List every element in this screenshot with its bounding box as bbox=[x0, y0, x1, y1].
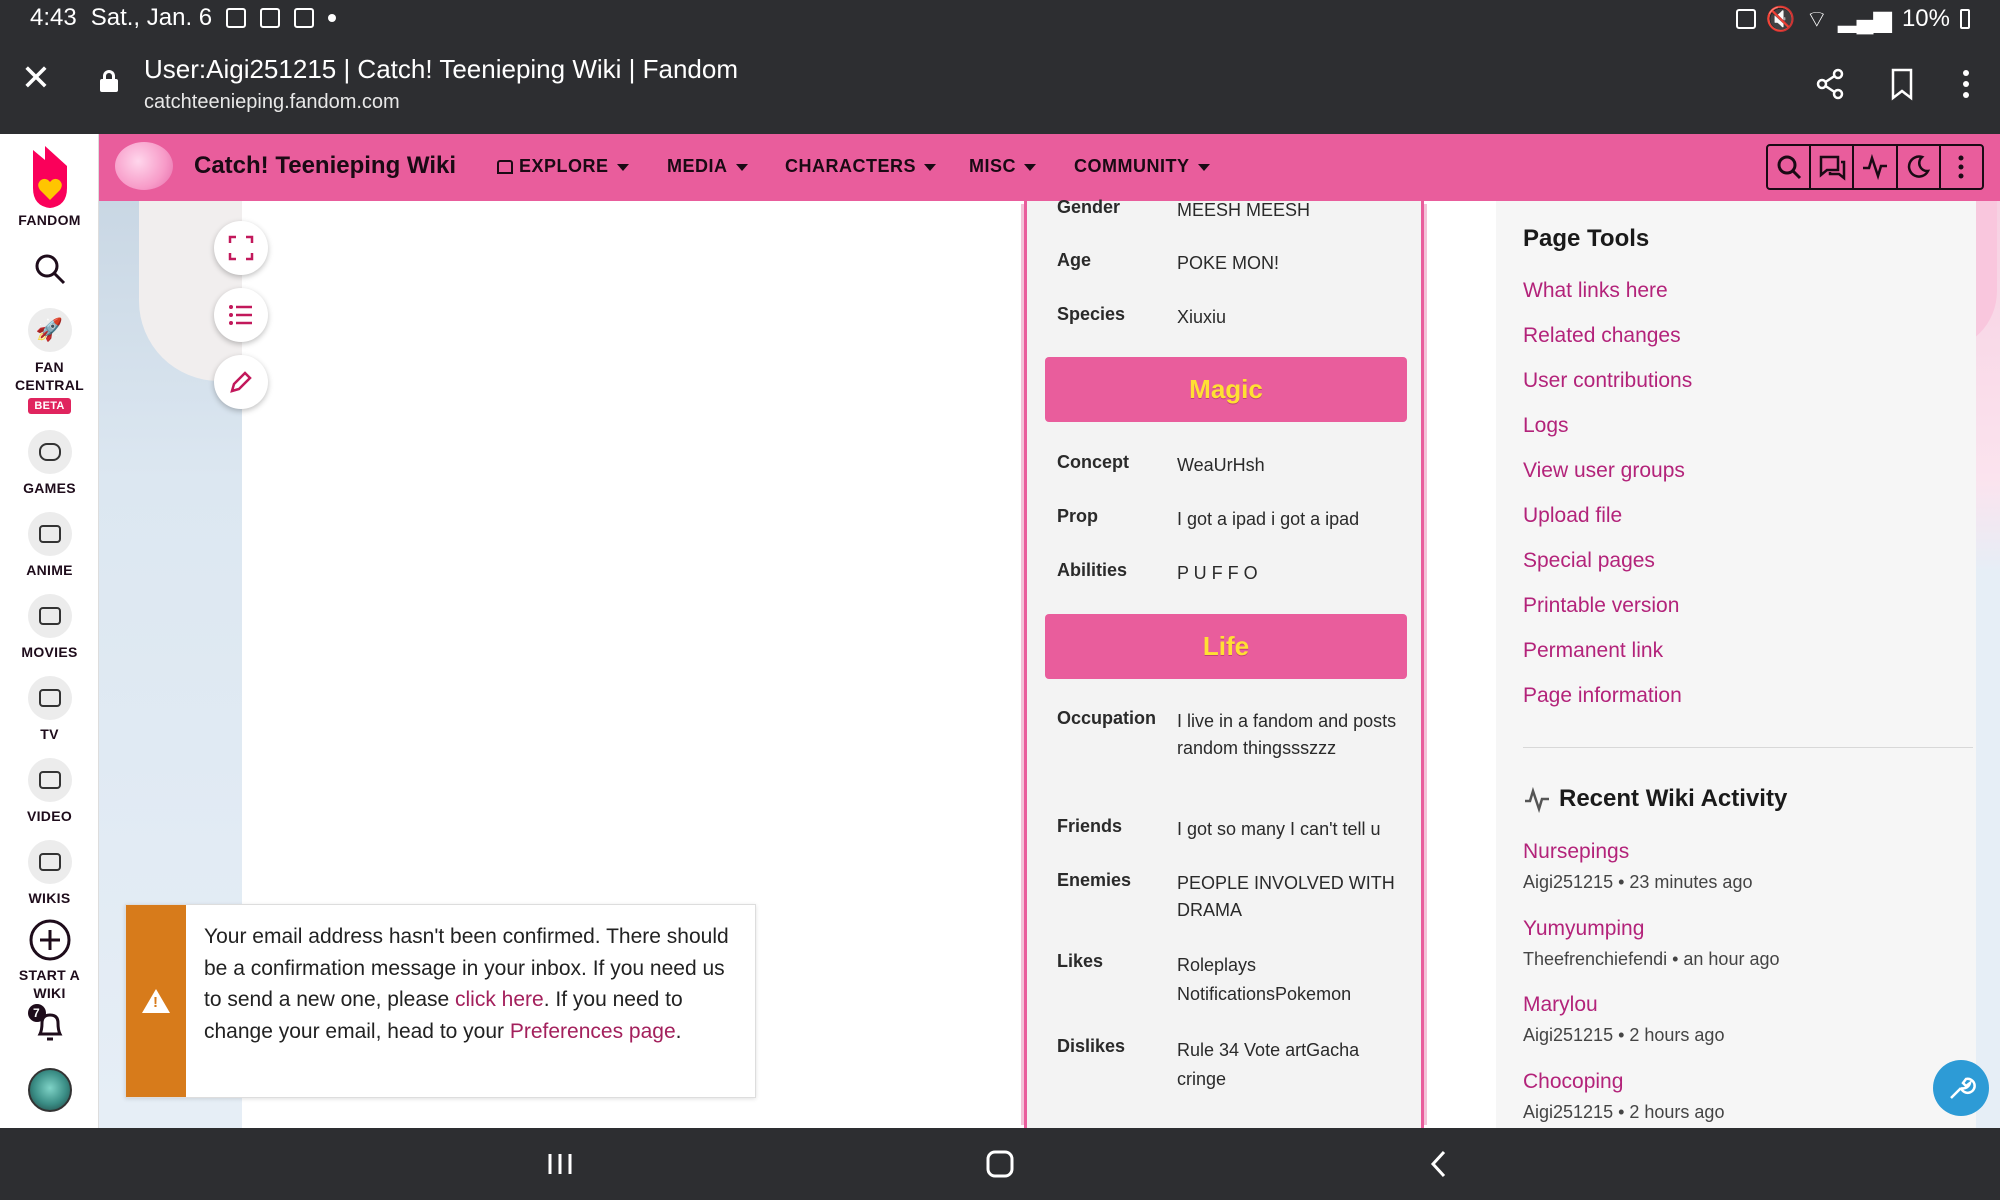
infobox-value: MEESH MEESH bbox=[1177, 200, 1311, 220]
infobox-value: POKE MON! bbox=[1177, 253, 1280, 273]
infobox-label: Gender bbox=[1057, 197, 1121, 217]
activity-icon bbox=[1523, 787, 1551, 811]
list-icon bbox=[228, 302, 254, 328]
click-here-link[interactable]: click here bbox=[455, 988, 544, 1011]
close-tab-icon[interactable]: ✕ bbox=[20, 57, 52, 98]
nav-explore-label: EXPLORE bbox=[519, 156, 609, 176]
fandom-global-rail bbox=[0, 134, 99, 1128]
status-time: 4:43 bbox=[30, 4, 77, 31]
nav-media-label: MEDIA bbox=[667, 156, 728, 176]
wikis-link[interactable] bbox=[0, 840, 99, 906]
nav-misc[interactable] bbox=[969, 156, 1036, 177]
fandom-label: FANDOM bbox=[18, 212, 81, 228]
start-a-wiki-label: START A WIKI bbox=[18, 967, 81, 1001]
infobox-label: Dislikes bbox=[1057, 1036, 1126, 1056]
anime-label: ANIME bbox=[26, 562, 73, 578]
nav-misc-label: MISC bbox=[969, 156, 1016, 176]
link-permanent-link[interactable]: Permanent link bbox=[1523, 639, 1664, 662]
share-icon[interactable] bbox=[1812, 66, 1848, 102]
recent-apps-icon[interactable] bbox=[542, 1146, 578, 1182]
overflow-menu-icon[interactable] bbox=[1948, 66, 1984, 102]
clipboard-notification-icon bbox=[260, 8, 280, 28]
edit-button[interactable] bbox=[214, 355, 268, 409]
page-tools-title: Page Tools bbox=[1523, 225, 1650, 252]
gamepad-icon bbox=[39, 443, 61, 461]
rail-divider bbox=[1523, 747, 1973, 748]
header-tools bbox=[1766, 144, 1984, 190]
moon-icon bbox=[1905, 154, 1931, 180]
browser-page-title: User:Aigi251215 | Catch! Teenieping Wiki | Fandom bbox=[144, 54, 739, 84]
link-related-changes[interactable]: Related changes bbox=[1523, 324, 1681, 347]
status-bar bbox=[0, 0, 2000, 36]
infobox-value: Xiuxiu bbox=[1177, 307, 1227, 327]
activity-meta: Aigi251215 • 23 minutes ago bbox=[1523, 872, 1753, 892]
chevron-down-icon bbox=[617, 164, 629, 171]
infobox-label: Friends bbox=[1057, 816, 1123, 836]
discussions-icon bbox=[1818, 154, 1846, 180]
notification-count-badge: 7 bbox=[28, 1004, 46, 1022]
activity-meta: Aigi251215 • 2 hours ago bbox=[1523, 1102, 1725, 1122]
banner-warning-stripe bbox=[126, 905, 186, 1097]
nav-explore[interactable] bbox=[497, 156, 629, 177]
tv-link[interactable] bbox=[0, 676, 99, 742]
nav-characters[interactable] bbox=[785, 156, 936, 177]
infobox-value: I got a ipad i got a ipad bbox=[1177, 509, 1360, 529]
infobox-row-gender bbox=[1057, 197, 1417, 221]
plus-circle-icon bbox=[28, 918, 72, 962]
battery-icon bbox=[1960, 9, 1970, 29]
chevron-down-icon bbox=[736, 164, 748, 171]
lock-icon bbox=[100, 70, 118, 92]
search-icon bbox=[33, 252, 67, 286]
camera-notification-icon bbox=[294, 8, 314, 28]
start-a-wiki-link[interactable] bbox=[0, 918, 99, 1001]
more-notifications-icon bbox=[328, 14, 336, 22]
nav-community-label: COMMUNITY bbox=[1074, 156, 1190, 176]
wiki-search-button[interactable] bbox=[1768, 146, 1811, 188]
recent-wiki-activity-title bbox=[1523, 785, 1787, 813]
wiki-header bbox=[99, 134, 2000, 201]
home-icon[interactable] bbox=[982, 1146, 1018, 1182]
infobox-value: I got so many I can't tell u bbox=[1177, 819, 1381, 839]
link-page-information[interactable]: Page information bbox=[1523, 684, 1682, 707]
search-icon bbox=[1776, 154, 1802, 180]
infobox-label: Abilities bbox=[1057, 560, 1128, 580]
user-avatar[interactable] bbox=[0, 1068, 99, 1112]
wiki-name[interactable]: Catch! Teenieping Wiki bbox=[194, 152, 457, 179]
movies-link[interactable] bbox=[0, 594, 99, 660]
games-label: GAMES bbox=[23, 480, 76, 496]
banner-text-part: . If you need to change your email, head to your bbox=[204, 988, 683, 1043]
video-label: VIDEO bbox=[26, 808, 73, 824]
infobox-section-life: Life bbox=[1045, 614, 1407, 679]
user-infobox bbox=[1024, 197, 1424, 1128]
infobox-label: Age bbox=[1057, 250, 1092, 270]
infobox-section-magic: Magic bbox=[1045, 357, 1407, 422]
notifications-button[interactable] bbox=[0, 1006, 99, 1046]
fandom-home-link[interactable] bbox=[0, 142, 99, 228]
infobox-value: P U F F O bbox=[1177, 563, 1258, 583]
infobox-value: WeaUrHsh bbox=[1177, 455, 1265, 475]
nav-characters-label: CHARACTERS bbox=[785, 156, 916, 176]
wikis-label: WIKIS bbox=[28, 890, 71, 906]
wifi-icon: ⌔ bbox=[1805, 6, 1829, 33]
anime-icon bbox=[39, 525, 61, 543]
activity-page-link[interactable]: Nursepings bbox=[1523, 840, 1630, 863]
tools-fab-button[interactable] bbox=[1933, 1060, 1989, 1116]
tv-icon bbox=[39, 689, 61, 707]
link-printable-version[interactable]: Printable version bbox=[1523, 594, 1680, 617]
android-nav-bar bbox=[0, 1128, 2000, 1200]
recent-changes-button[interactable] bbox=[1854, 146, 1897, 188]
wrench-icon bbox=[1946, 1073, 1976, 1103]
signal-icon: ▂▄▆ bbox=[1838, 5, 1892, 33]
back-icon[interactable] bbox=[1422, 1146, 1458, 1182]
infobox-label: Occupation bbox=[1057, 708, 1157, 728]
infobox-value: PEOPLE INVOLVED WITH DRAMA bbox=[1177, 873, 1395, 920]
rocket-icon: 🚀 bbox=[35, 317, 64, 342]
infobox-value: Rule 34 Vote artGacha cringe bbox=[1177, 1040, 1360, 1089]
wiki-logo[interactable] bbox=[115, 142, 173, 190]
clapperboard-icon bbox=[39, 607, 61, 625]
alarm-icon bbox=[1736, 9, 1756, 29]
mute-icon: 🔇 bbox=[1765, 5, 1796, 33]
bookmark-icon[interactable] bbox=[1884, 66, 1920, 102]
fullscreen-button[interactable] bbox=[214, 221, 268, 275]
tv-label: TV bbox=[40, 726, 59, 742]
infobox-label: Enemies bbox=[1057, 870, 1132, 890]
movies-label: MOVIES bbox=[21, 644, 78, 660]
chevron-down-icon bbox=[1198, 164, 1210, 171]
right-rail bbox=[1496, 201, 1976, 1128]
infobox-label: Prop bbox=[1057, 506, 1099, 526]
chevron-down-icon bbox=[1024, 164, 1036, 171]
link-upload-file[interactable]: Upload file bbox=[1523, 504, 1623, 527]
fandom-logo-icon bbox=[23, 142, 77, 212]
activity-page-link[interactable]: Chocoping bbox=[1523, 1070, 1624, 1093]
infobox-value: I live in a fandom and posts random thingssszzz bbox=[1177, 711, 1397, 758]
activity-meta: Theefrenchiefendi • an hour ago bbox=[1523, 949, 1780, 969]
activity-meta: Aigi251215 • 2 hours ago bbox=[1523, 1025, 1725, 1045]
banner-message bbox=[204, 921, 744, 1047]
chevron-down-icon bbox=[924, 164, 936, 171]
nav-media[interactable] bbox=[667, 156, 748, 177]
link-special-pages[interactable]: Special pages bbox=[1523, 549, 1655, 572]
book-icon bbox=[39, 853, 61, 871]
pencil-icon bbox=[228, 369, 254, 395]
theme-toggle-button[interactable] bbox=[1898, 146, 1941, 188]
explore-icon bbox=[497, 160, 513, 174]
infobox-label: Concept bbox=[1057, 452, 1129, 472]
activity-title-text: Recent Wiki Activity bbox=[1559, 785, 1788, 812]
table-of-contents-button[interactable] bbox=[214, 288, 268, 342]
discussions-button[interactable] bbox=[1811, 146, 1854, 188]
status-date: Sat., Jan. 6 bbox=[90, 4, 213, 31]
more-vertical-icon bbox=[1956, 154, 1966, 180]
link-what-links-here[interactable]: What links here bbox=[1523, 279, 1668, 302]
battery-level: 10% bbox=[1901, 5, 1950, 32]
content-area bbox=[99, 197, 2000, 1128]
activity-page-link[interactable]: Marylou bbox=[1523, 993, 1598, 1016]
link-logs[interactable]: Logs bbox=[1523, 414, 1569, 437]
gallery-notification-icon bbox=[226, 8, 246, 28]
fan-central-link[interactable] bbox=[0, 308, 99, 414]
preferences-page-link[interactable]: Preferences page bbox=[509, 1019, 676, 1043]
beta-badge: BETA bbox=[28, 398, 70, 414]
browser-url[interactable]: catchteenieping.fandom.com bbox=[144, 91, 400, 113]
activity-page-link[interactable]: Yumyumping bbox=[1523, 917, 1645, 940]
email-unconfirmed-banner bbox=[125, 904, 756, 1098]
expand-icon bbox=[228, 235, 254, 261]
global-search-button[interactable] bbox=[0, 252, 99, 286]
warning-icon bbox=[142, 989, 170, 1013]
infobox-value: Roleplays NotificationsPokemon bbox=[1177, 955, 1352, 1004]
video-link[interactable] bbox=[0, 758, 99, 824]
infobox-label: Species bbox=[1057, 304, 1126, 324]
more-options-button[interactable] bbox=[1941, 146, 1982, 188]
nav-community[interactable] bbox=[1074, 156, 1210, 177]
anime-link[interactable] bbox=[0, 512, 99, 578]
link-user-contributions[interactable]: User contributions bbox=[1523, 369, 1693, 392]
play-icon bbox=[39, 771, 61, 789]
link-view-user-groups[interactable]: View user groups bbox=[1523, 459, 1685, 482]
games-link[interactable] bbox=[0, 430, 99, 496]
fan-central-label: FAN CENTRAL bbox=[15, 359, 84, 393]
banner-text-part: . bbox=[675, 1019, 682, 1043]
banner-text-part: Your email address hasn't been confirmed. There should be a confirmation message in your inbox. If you need us to send a new one, please bbox=[204, 925, 729, 1011]
browser-toolbar bbox=[0, 36, 2000, 134]
activity-icon bbox=[1861, 154, 1889, 180]
infobox-label: Likes bbox=[1057, 951, 1104, 971]
